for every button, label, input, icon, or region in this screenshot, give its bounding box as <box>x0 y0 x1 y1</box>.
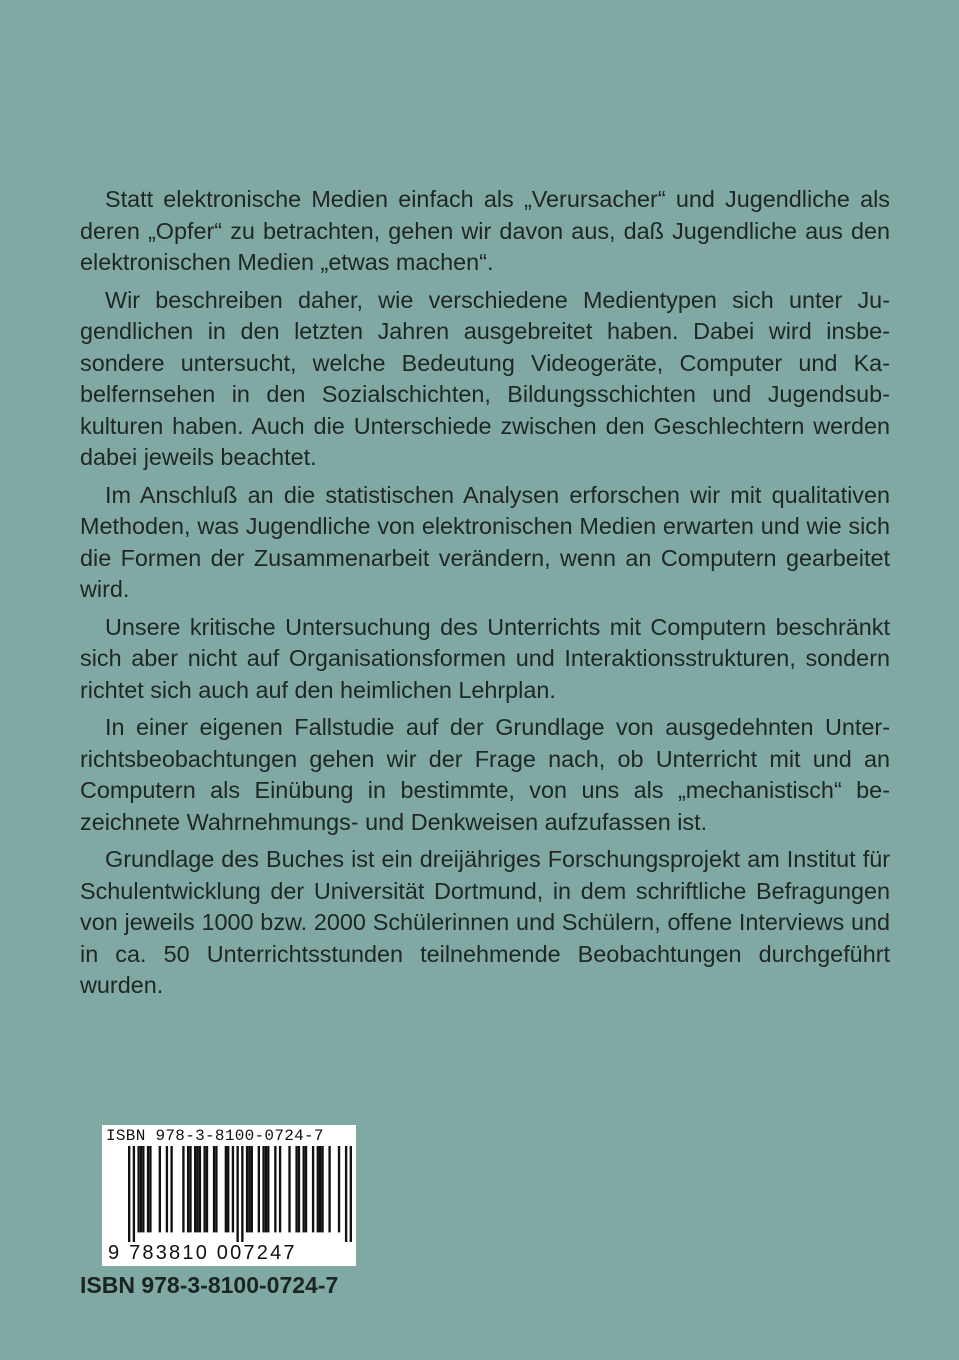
barcode-bar <box>258 1146 260 1232</box>
barcode-ean-digits: 9 783810 007247 <box>108 1242 297 1264</box>
barcode-bar <box>128 1146 130 1242</box>
barcode-bar <box>279 1146 281 1232</box>
barcode-bar <box>137 1146 139 1232</box>
blurb-paragraph-5: In einer eigenen Fallstudie auf der Grundlage von ausgedehnten Unterrichtsbeobachtungen gehen wir der Frage nach, ob Unterricht mit und an Computern als Einübung in bestimmte, von uns als „mechanistisch“ bezeichnete Wahrnehmungs- und Denkweisen aufzufassen ist. <box>80 714 890 835</box>
barcode-bar <box>298 1146 300 1232</box>
barcode-bar <box>199 1146 201 1232</box>
barcode-bar <box>295 1146 297 1232</box>
barcode-bar <box>215 1146 217 1232</box>
barcode-bar <box>338 1146 340 1232</box>
barcode-bar <box>187 1146 189 1232</box>
blurb-paragraph-3: Im Anschluß an die statistischen Analysen erforschen wir mit qualitativen Methoden, was Jugendliche von elektronischen Medien erwarten und wie sich die Formen der Zusammenarbeit verändern, wenn an Computern gearbeitet wird. <box>80 481 890 602</box>
barcode-bar <box>225 1146 227 1232</box>
barcode-bars <box>128 1146 352 1242</box>
barcode-bar <box>251 1146 253 1232</box>
blurb-paragraph-4: Unsere kritische Untersuchung des Unterrichts mit Computern beschränkt sich aber nicht auf Organisationsformen und Interaktionsstrukturen, sondern richtet sich auch auf den heimlichen Lehrplan. <box>80 613 890 703</box>
barcode-bar <box>288 1146 290 1232</box>
barcode-bar <box>236 1146 238 1242</box>
barcode-bar <box>206 1146 208 1232</box>
barcode-bar <box>133 1146 135 1242</box>
barcode-bar <box>305 1146 307 1232</box>
barcode-bar <box>227 1146 229 1232</box>
barcode-bar <box>147 1146 149 1232</box>
barcode-bar <box>248 1146 250 1232</box>
barcode-bar <box>159 1146 161 1232</box>
isbn-footer: ISBN 978-3-8100-0724-7 <box>80 1272 339 1298</box>
barcode-bar <box>312 1146 314 1232</box>
barcode-bar <box>328 1146 330 1232</box>
barcode-bar <box>203 1146 205 1232</box>
barcode-bar <box>142 1146 144 1232</box>
barcode-bar <box>189 1146 191 1232</box>
blurb-paragraph-1: Statt elektronische Medien einfach als „Verursacher“ und Jugendliche als deren „Opfer“ zu betrachten, gehen wir davon aus, daß Jugendliche aus den elektronischen Medien „etwas machen“. <box>80 186 890 275</box>
barcode-bar <box>213 1146 215 1232</box>
barcode-bar <box>345 1146 347 1242</box>
barcode-bar <box>166 1146 168 1232</box>
barcode-bar <box>267 1146 269 1232</box>
barcode-bar <box>196 1146 198 1232</box>
barcode-bar <box>232 1146 234 1232</box>
barcode-bar <box>246 1146 248 1232</box>
isbn-barcode <box>102 1125 356 1266</box>
barcode-isbn-label: ISBN 978-3-8100-0724-7 <box>106 1127 324 1145</box>
barcode-bar <box>350 1146 352 1242</box>
blurb-paragraph-6: Grundlage des Buches ist ein dreijähriges Forschungsprojekt am Institut für Schulentwicklung der Universität Dortmund, in dem schriftliche Befragungen von jeweils 1000 bzw. 2000 Schülerinnen und Schülern, offene Interviews und in ca. 50 Unterrichtsstunden teilnehmende Beobachtungen durchgeführt wurden. <box>80 846 890 998</box>
barcode-bar <box>262 1146 264 1232</box>
barcode-bar <box>241 1146 243 1242</box>
barcode-bar <box>317 1146 319 1232</box>
barcode-bar <box>194 1146 196 1232</box>
barcode-bar <box>265 1146 267 1232</box>
barcode-bar <box>170 1146 172 1232</box>
blurb-paragraph-2: Wir beschreiben daher, wie verschiedene Medientypen sich unter Jugendlichen in den letzten Jahren ausgebreitet haben. Dabei wird insbesondere untersucht, welche Bedeutung Videogeräte, Computer und Kabelfernsehen in den Sozialschichten, Bildungsschichten und Jugendsubkulturen haben. Auch die Unterschiede zwischen den Geschlechtern werden dabei jeweils beachtet. <box>80 286 890 470</box>
barcode-bar <box>321 1146 323 1232</box>
barcode-bar <box>182 1146 184 1232</box>
barcode-bar <box>140 1146 142 1232</box>
barcode-bar <box>274 1146 276 1232</box>
barcode-bar <box>319 1146 321 1232</box>
barcode-bar <box>149 1146 151 1232</box>
back-cover-blurb <box>80 184 890 1008</box>
barcode-bar <box>302 1146 304 1232</box>
